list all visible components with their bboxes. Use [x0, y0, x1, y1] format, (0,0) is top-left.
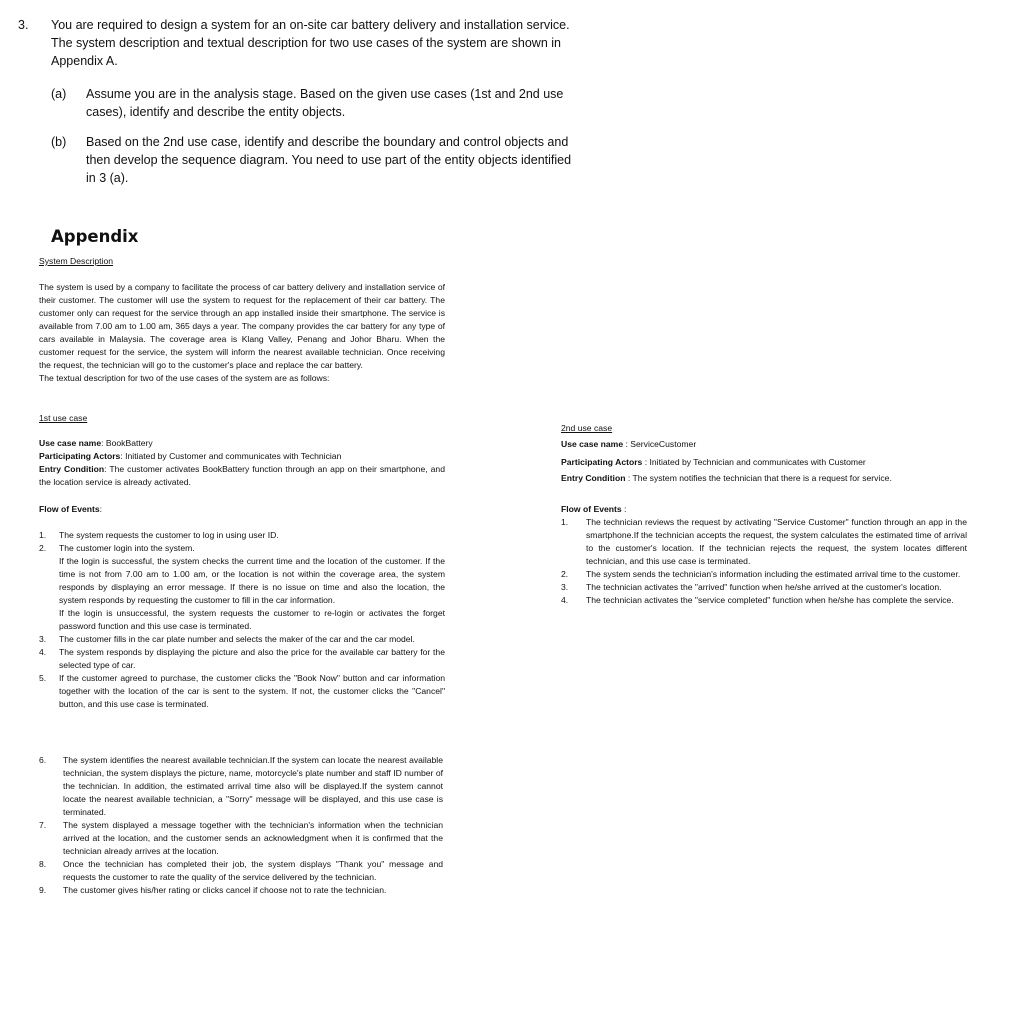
question-text: You are required to design a system for an on-site car battery delivery and installation service. The system description and textual description for two use cases of the system are shown in Appendix A. [51, 18, 570, 68]
use-case-1-title: 1st use case [39, 413, 88, 423]
list-item: 7. The system displayed a message together with the technician's information when the technician arrived at the location, and the customer sends an acknowledgment when it is confirmed that the technician already arrives at the location. [39, 820, 443, 856]
uc1-name-label: Use case name [39, 438, 102, 448]
list-item: 1. The technician reviews the request by activating "Service Customer" function through an app in the smartphone.If the technician accepts the request, the system calculates the estimated time of arrival to the customer's location. If the technician rejects the request, the system locates different technician, and this use case is terminated. [561, 517, 967, 566]
uc1-entry-value: : The customer activates BookBattery function through an app on their smartphone, and the location service is already activated. [39, 464, 445, 487]
part-b-label: (b) [51, 135, 67, 149]
use-case-2-entry-row: Entry Condition : The system notifies the technician that there is a request for service. [561, 473, 892, 483]
part-a-text: Assume you are in the analysis stage. Based on the given use cases (1st and 2nd use cases), identify and describe the entity objects. [86, 87, 564, 119]
use-case-2-title: 2nd use case [561, 423, 613, 433]
part-a-label: (a) [51, 87, 67, 101]
list-item: 4. The technician activates the "service completed" function when he/she has complete the service. [561, 595, 954, 605]
use-case-1-entry-row [39, 463, 445, 489]
use-case-2-flow-label: Flow of Events : [561, 504, 627, 514]
use-case-1-events-a [39, 529, 445, 711]
textual-intro: The textual description for two of the use cases of the system are as follows: [39, 373, 330, 383]
uc1-actors-value: : Initiated by Customer and communicates with Technician [120, 451, 342, 461]
list-item: 8. Once the technician has completed their job, the system displays "Thank you" message and requests the customer to rate the quality of the service delivered by the technician. [39, 859, 443, 882]
list-item: 1. The system requests the customer to log in using user ID. [39, 530, 279, 540]
list-item: 3. The customer fills in the car plate number and selects the maker of the car and the car model. [39, 634, 415, 644]
list-item: 2. The customer login into the system. If the login is successful, the system checks the current time and the location of the customer. If the time is not from 7.00 am to 1.00 am, or the location is not within the coverage area, the system responds by displaying an error message. If there is no issue on time and also the location, the system responds by requesting the customer to fill in the car information. If the login is unsuccessful, the system requests the customer to re-login or activates the forget password function and this use case is terminated. [39, 543, 445, 631]
use-case-1-name-row [39, 437, 445, 450]
uc1-actors-label: Participating Actors [39, 451, 121, 461]
system-description-paragraph: The system is used by a company to facilitate the process of car battery delivery and installation service of their customer. The customer will use the system to request for the replacement of their car battery. The customer only can request for the service through an app installed inside their smartphone. The service is available from 7.00 am to 1.00 am, 365 days a year. The company provides the car battery for any type of cars available in Malaysia. The coverage area is Klang Valley, Penang and Johor Bharu. When the customer request for the service, the system will inform the nearest available technician. Once receiving the request, the technician will go to the customer's place and replace the car battery. [39, 282, 445, 370]
list-item: 5. If the customer agreed to purchase, the customer clicks the "Book Now" button and car information together with the location of the car is sent to the system. If not, the customer clicks the "Cancel" button, and this use case is terminated. [39, 673, 445, 709]
list-item: 2. The system sends the technician's information including the estimated arrival time to the customer. [561, 569, 961, 579]
part-b-text: Based on the 2nd use case, identify and describe the boundary and control objects and then develop the sequence diagram. You need to use part of the entity objects identified in 3 (a). [86, 135, 572, 185]
system-description-title: System Description [39, 256, 114, 266]
use-case-1-actors-row [39, 450, 445, 463]
use-case-1-header [39, 437, 445, 489]
use-case-1-events-b [39, 754, 443, 897]
use-case-1-flow-label: Flow of Events: [39, 504, 103, 514]
uc1-entry-label: Entry Condition [39, 464, 105, 474]
list-item: 3. The technician activates the "arrived" function when he/she arrived at the customer's location. [561, 582, 942, 592]
question-number: 3. [18, 18, 29, 32]
system-description-body [39, 281, 445, 385]
appendix-heading: Appendix [51, 227, 139, 246]
list-item: 9. The customer gives his/her rating or clicks cancel if choose not to rate the technician. [39, 885, 387, 895]
list-item: 6. The system identifies the nearest available technician.If the system can locate the nearest available technician, the system displays the picture, name, motorcycle's plate number and staff ID number of the technician. In addition, the estimated arrival time also will be displayed.If the system cannot locate the nearest available technician, a "Sorry" message will be displayed, and this use case is terminated. [39, 755, 443, 817]
list-item: 4. The system responds by displaying the picture and also the price for the available car battery for the selected type of car. [39, 647, 445, 670]
uc1-name-value: : BookBattery [101, 438, 153, 448]
use-case-2-actors-row: Participating Actors : Initiated by Technician and communicates with Customer [561, 457, 866, 467]
use-case-2-events [561, 516, 967, 607]
use-case-2-name-row: Use case name : ServiceCustomer [561, 439, 697, 449]
